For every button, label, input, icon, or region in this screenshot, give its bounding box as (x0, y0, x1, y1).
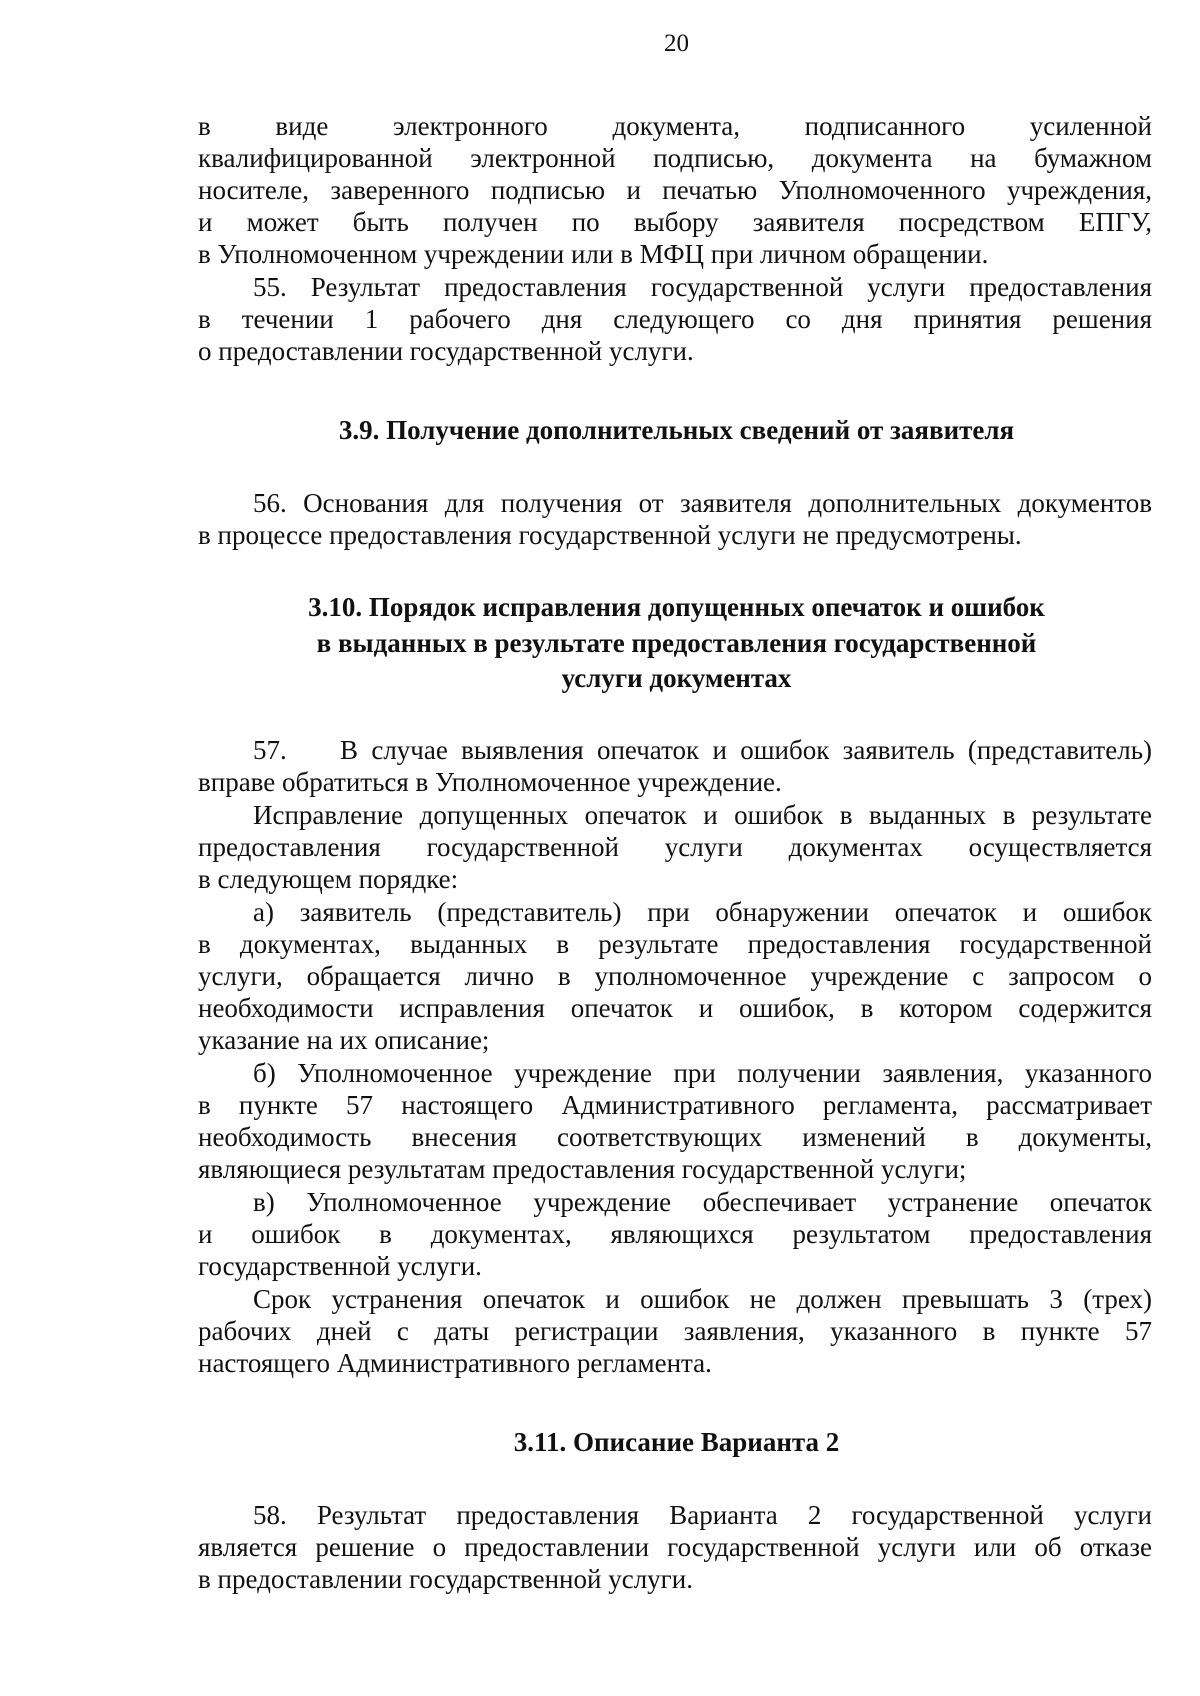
text-line: в пункте 57 настоящего Административного регламента, рассматривает (198, 1090, 1152, 1120)
section-heading-3-10: в выданных в результате предоставления государственной (316, 628, 1037, 658)
text-line: в следующем порядке: (198, 864, 459, 894)
text-line: вправе обратиться в Уполномоченное учреждение. (198, 767, 782, 797)
text-line: предоставления государственной услуги документах осуществляется (198, 832, 1152, 862)
text-line: государственной услуги. (198, 1251, 482, 1281)
text-line: 56. Основания для получения от заявителя дополнительных документов (253, 488, 1152, 518)
text-line: о предоставлении государственной услуги. (198, 336, 694, 366)
text-line: квалифицированной электронной подписью, документа на бумажном (198, 143, 1152, 173)
text-line: в виде электронного документа, подписанного усиленной (198, 111, 1152, 141)
section-heading-3-10: услуги документах (561, 663, 792, 693)
text-line: 58. Результат предоставления Варианта 2 государственной услуги (253, 1500, 1152, 1530)
text-line: в документах, выданных в результате предоставления государственной (198, 929, 1152, 959)
text-line: рабочих дней с даты регистрации заявления, указанного в пункте 57 (198, 1316, 1152, 1346)
text-line: Исправление допущенных опечаток и ошибок в выданных в результате (253, 800, 1152, 830)
text-line: необходимости исправления опечаток и ошибок, в котором содержится (198, 993, 1152, 1023)
text-line: В случае выявления опечаток и ошибок заявитель (представитель) (340, 735, 1152, 765)
section-heading-3-10: 3.10. Порядок исправления допущенных опечаток и ошибок (308, 592, 1045, 622)
section-heading-3-11: 3.11. Описание Варианта 2 (513, 1427, 840, 1457)
text-line: в) Уполномоченное учреждение обеспечивает устранение опечаток (253, 1187, 1152, 1217)
text-line: является решение о предоставлении государственной услуги или об отказе (198, 1532, 1152, 1562)
text-line: в предоставлении государственной услуги. (198, 1564, 693, 1594)
text-line: носителе, заверенного подписью и печатью Уполномоченного учреждения, (198, 175, 1152, 205)
text-line: в течении 1 рабочего дня следующего со дня принятия решения (198, 304, 1152, 334)
text-line: указание на их описание; (198, 1025, 490, 1055)
text-line: и ошибок в документах, являющихся результатом предоставления (198, 1219, 1152, 1249)
text-line: являющиеся результатам предоставления государственной услуги; (198, 1154, 967, 1184)
text-line: необходимость внесения соответствующих изменений в документы, (198, 1122, 1152, 1152)
text-line: б) Уполномоченное учреждение при получении заявления, указанного (253, 1058, 1152, 1088)
text-line: настоящего Административного регламента. (198, 1348, 712, 1378)
text-line: 55. Результат предоставления государственной услуги предоставления (253, 272, 1152, 302)
page-number: 20 (664, 30, 689, 57)
text-line: а) заявитель (представитель) при обнаружении опечаток и ошибок (253, 897, 1152, 927)
text-line: Срок устранения опечаток и ошибок не должен превышать 3 (трех) (253, 1284, 1152, 1314)
section-heading-3-9: 3.9. Получение дополнительных сведений от заявителя (338, 415, 1015, 445)
text-line: услуги, обращается лично в уполномоченное учреждение с запросом о (198, 961, 1152, 991)
text-line: в Уполномоченном учреждении или в МФЦ при личном обращении. (198, 239, 989, 269)
text-line: и может быть получен по выбору заявителя посредством ЕПГУ, (198, 207, 1152, 237)
text-line: в процессе предоставления государственной услуги не предусмотрены. (198, 520, 1022, 550)
paragraph-number: 57. (253, 735, 287, 765)
